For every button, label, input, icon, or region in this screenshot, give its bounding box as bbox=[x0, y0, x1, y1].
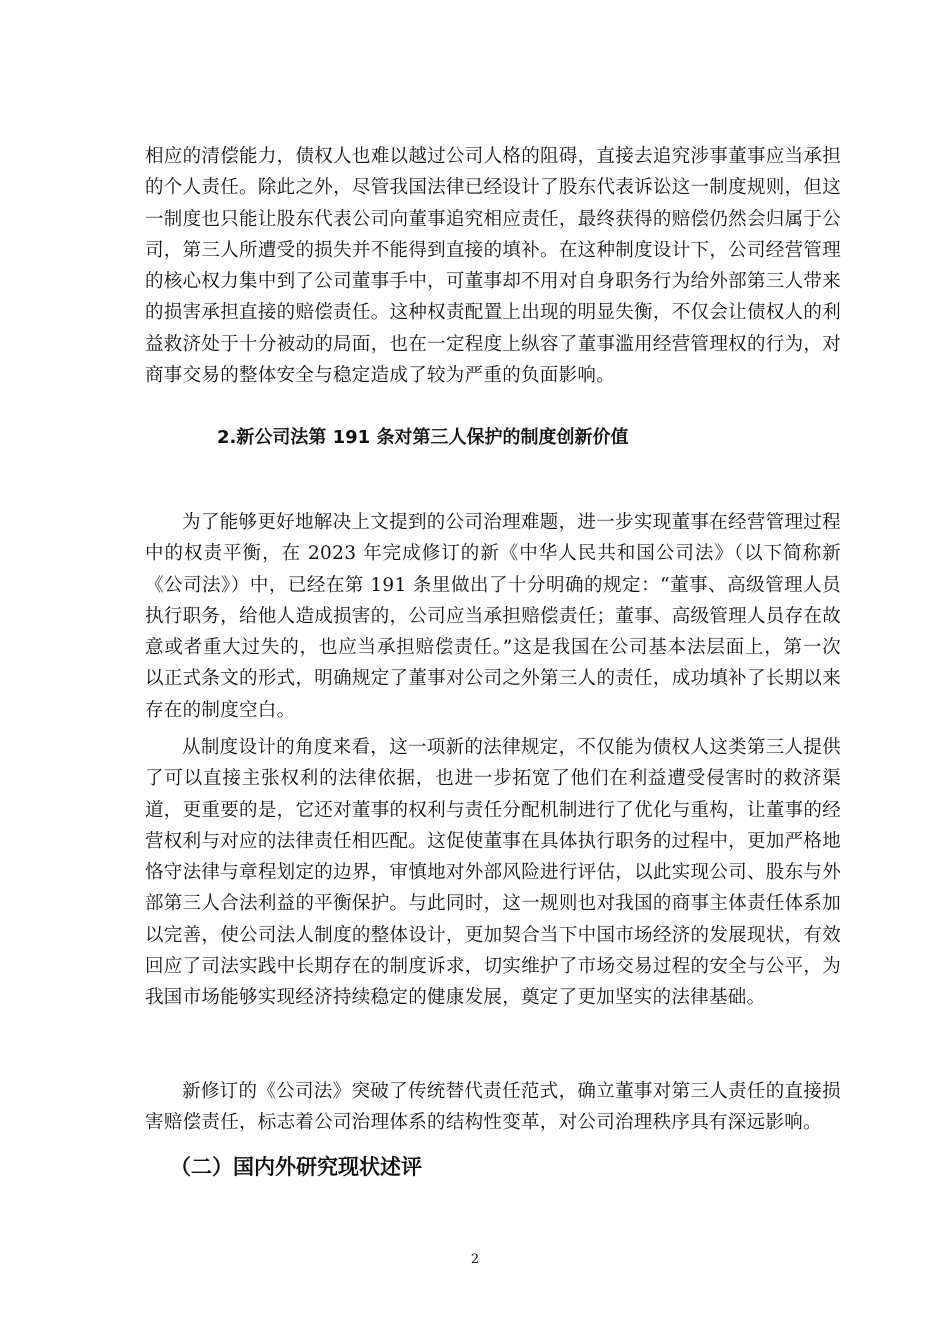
body-paragraph: 从制度设计的角度来看，这一项新的法律规定，不仅能为债权人这类第三人提供了可以直接主张权利的法律依据，也进一步拓宽了他们在利益遭受侵害时的救济渠道，更重要的是，它还对董事的权利与责任分配机制进行了优化与重构，让董事的经营权利与对应的法律责任相匹配。这促使董事在具体执行职务的过程中，更加严格地恪守法律与章程划定的边界，审慎地对外部风险进行评估，以此实现公司、股东与外部第三人合法利益的平衡保护。与此同时，这一规则也对我国的商事主体责任体系加以完善，使公司法人制度的整体设计，更加契合当下中国市场经济的发展现状，有效回应了司法实践中长期存在的制度诉求，切实维护了市场交易过程的安全与公平，为我国市场能够实现经济持续稳定的健康发展，奠定了更加坚实的法律基础。 bbox=[145, 737, 841, 1009]
body-paragraph: 为了能够更好地解决上文提到的公司治理难题，进一步实现董事在经营管理过程中的权责平衡，在 2023 年完成修订的新《中华人民共和国公司法》（以下简称新《公司法》）中，已经在第 191 条里做出了十分明确的规定：“董事、高级管理人员执行职务，给他人造成损害的，公司应当承担赔偿责任；董事、高级管理人员存在故意或者重大过失的，也应当承担赔偿责任。”这是我国在公司基本法层面上，第一次以正式条文的形式，明确规定了董事对公司之外第三人的责任，成功填补了长期以来存在的制度空白。 bbox=[145, 512, 841, 721]
section-heading: （二）国内外研究现状述评 bbox=[170, 1155, 422, 1179]
page-number: 2 bbox=[470, 1252, 480, 1267]
body-paragraph: 新修订的《公司法》突破了传统替代责任范式，确立董事对第三人责任的直接损害赔偿责任，标志着公司治理体系的结构性变革，对公司治理秩序具有深远影响。 bbox=[145, 1081, 841, 1134]
body-paragraph: 相应的清偿能力，债权人也难以越过公司人格的阻碍，直接去追究涉事董事应当承担的个人责任。除此之外，尽管我国法律已经设计了股东代表诉讼这一制度规则，但这一制度也只能让股东代表公司向董事追究相应责任，最终获得的赔偿仍然会归属于公司，第三人所遭受的损失并不能得到直接的填补。在这种制度设计下，公司经营管理的核心权力集中到了公司董事手中，可董事却不用对自身职务行为给外部第三人带来的损害承担直接的赔偿责任。这种权责配置上出现的明显失衡，不仅会让债权人的利益救济处于十分被动的局面，也在一定程度上纵容了董事滥用经营管理权的行为，对商事交易的整体安全与稳定造成了较为严重的负面影响。 bbox=[145, 146, 841, 387]
subsection-heading: 2.新公司法第 191 条对第三人保护的制度创新价值 bbox=[217, 427, 629, 448]
